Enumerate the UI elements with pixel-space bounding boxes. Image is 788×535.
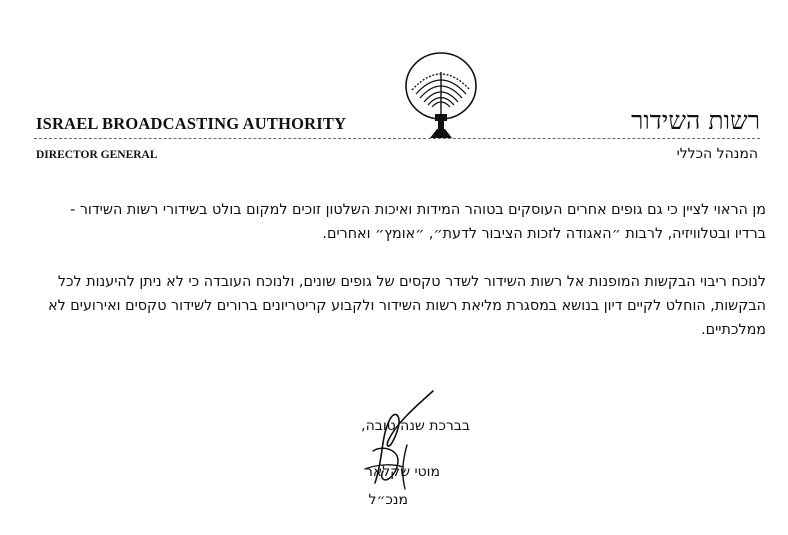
paragraph: לנוכח ריבוי הבקשות המופנות אל רשות השידור לשדר טקסים של גופים שונים, ולנוכח העובדה כי לא ניתן להיענות לכל הבקשות, הוחלט לקיים דיון בנושא במסגרת מליאת רשות השידור ולקבוע קריטריונים ברורים לשידור טקסים ואירועים לא ממלכתיים. [48, 274, 766, 338]
letter-body [40, 198, 766, 366]
signer-title: מנכ״ל [368, 492, 408, 508]
title-en: DIRECTOR GENERAL [36, 149, 158, 161]
paragraph: מן הראוי לציין כי גם גופים אחרים העוסקים בטוהר המידות ואיכות השלטון זוכים למקום בולט בשידורי רשות השידור - ברדיו ובטלוויזיה, לרבות ״האגודה לזכות הציבור לדעת״, ״אומץ״ ואחרים. [70, 202, 766, 242]
menorah-antenna-logo-icon [402, 52, 480, 142]
letterhead [0, 0, 788, 170]
org-name-he: רשות השידור [631, 106, 760, 135]
letterhead-divider [34, 138, 760, 139]
signer-name: מוטי שקלאר [364, 464, 440, 480]
closing-line: בברכת שנה טובה, [361, 418, 470, 434]
org-name-en: ISRAEL BROADCASTING AUTHORITY [36, 114, 347, 133]
title-he: המנהל הכללי [676, 146, 758, 162]
